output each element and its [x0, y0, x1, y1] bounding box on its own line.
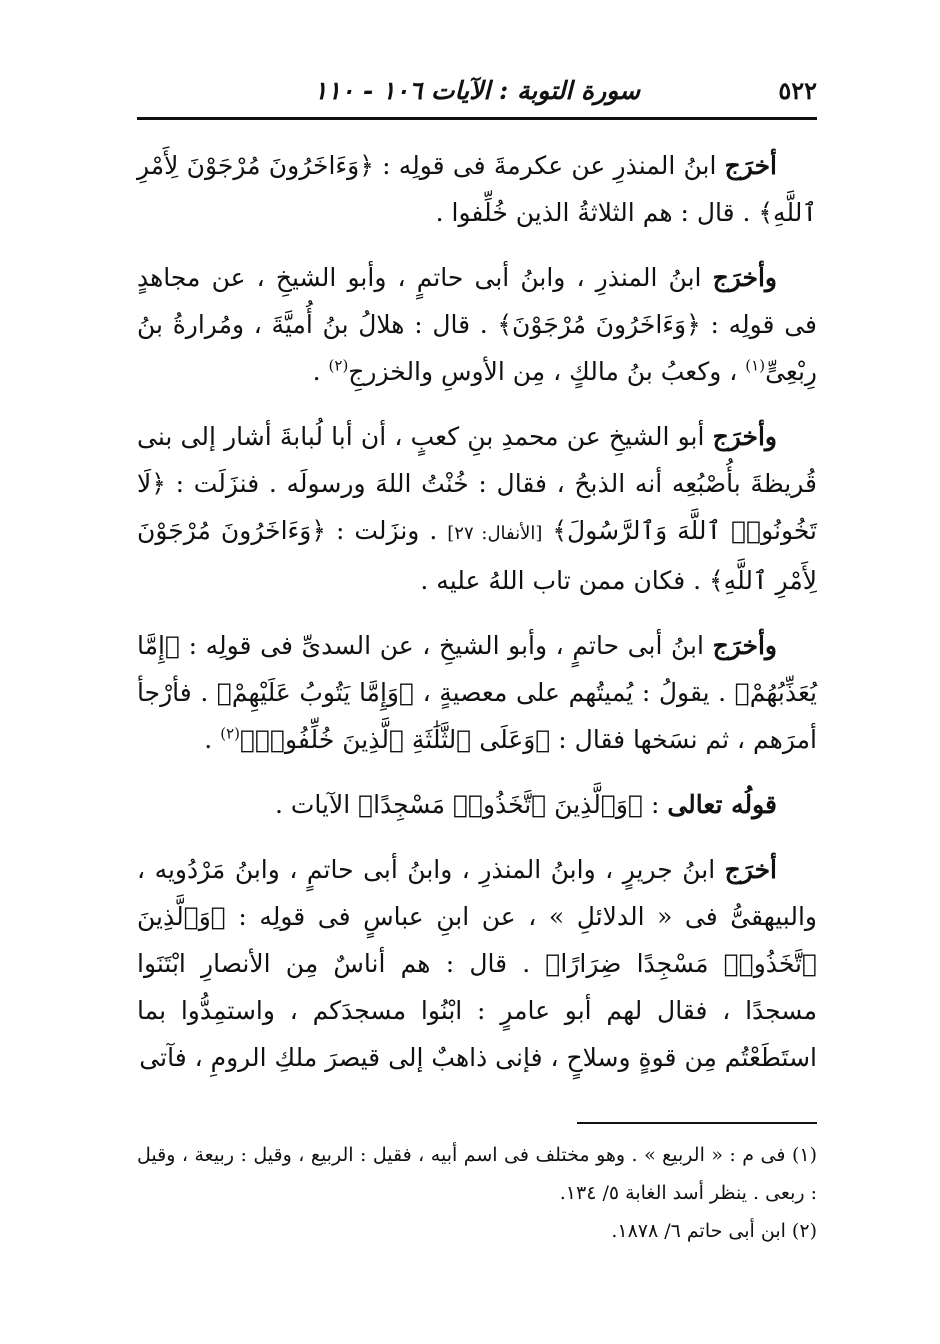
paragraph-3: [137, 413, 817, 604]
paragraph-2: [137, 254, 817, 395]
paragraph-text: ابنُ جريرٍ ، وابنُ المنذرِ ، وابنُ أبى حاتمٍ ، وابنُ مَرْدُويه ، والبيهقىُّ فى « الدلائلِ » ، عن ابنِ عباسٍ فى قولِه : ﴿وَٱلَّذِينَ ٱتَّخَذُوا۟ مَسْجِدًا ضِرَارًا﴾ . قال : هم أناسٌ مِن الأنصارِ ابْتَنَوا مسجدًا ، فقال لهم أبو عامرٍ : ابْنُوا مسجدَكم ، واستمِدُّوا بما استَطَعْتُم مِن قوةٍ وسلاحٍ ، فإنى ذاهبٌ إلى قيصرَ ملكِ الرومِ ، فآتى: [137, 855, 817, 1072]
page-header: [137, 70, 817, 110]
paragraph-text: ابنُ أبى حاتمٍ ، وأبو الشيخِ ، عن السدىِّ فى قولِه : ﴿إِمَّا يُعَذِّبُهُمْ﴾ . يقولُ : يُميتُهم على معصيةٍ ، ﴿وَإِمَّا يَتُوبُ عَلَيْهِمْ﴾ . فأرْجأ أمرَهم ، ثم نسَخها فقال : ﴿وَعَلَى ٱلثَّلَٰثَةِ ٱلَّذِينَ خُلِّفُوا۟﴾: [137, 631, 817, 754]
footnotes: [137, 1136, 817, 1250]
heading-text: : ﴿وَٱلَّذِينَ ٱتَّخَذُوا۟ مَسْجِدًا﴾ الآيات .: [274, 790, 668, 819]
page-number: ٥٢٢: [778, 75, 817, 105]
paragraph-text: .: [204, 725, 221, 754]
footnote-marker: (١): [745, 356, 766, 375]
header-rule: [137, 117, 817, 120]
footnote-marker: (٢): [328, 356, 349, 375]
footnote-rule: [577, 1122, 817, 1124]
paragraph-lead: وأخرَج: [712, 631, 777, 660]
paragraph-text: أبو الشيخِ عن محمدِ بنِ كعبٍ ، أن أبا لُبابةَ أشار إلى بنى قُريظةَ بأُصْبُعِه أنه الذبحُ ، فقال : خُنْتُ اللهَ ورسولَه . فنزَلَت : ﴿لَا تَخُونُوا۟ ٱللَّهَ وَٱلرَّسُولَ﴾: [137, 422, 817, 545]
paragraph-5: [137, 846, 817, 1081]
paragraph-1: [137, 142, 817, 236]
running-title: سورة التوبة : الآيات ١٠٦ - ١١٠: [313, 75, 641, 105]
footnote-2: (٢) ابن أبى حاتم ٦/ ١٨٧٨.: [611, 1220, 817, 1242]
section-heading: [137, 781, 817, 828]
footnote-1: (١) فى م : « الربيع » . وهو مختلف فى اسم أبيه ، فقيل : الربيع ، وقيل : ربيعة ، وقيل : ربعى . ينظر أسد الغابة ٥/ ١٣٤.: [137, 1144, 817, 1204]
paragraph-4: [137, 622, 817, 763]
paragraph-text: . ونزَلت : ﴿وَءَاخَرُونَ مُرْجَوْنَ لِأَمْرِ ٱللَّهِ﴾ . فكان ممن تاب اللهُ عليه .: [137, 516, 817, 595]
footnote-marker: (٢): [220, 724, 240, 743]
paragraph-text: ابنُ المنذرِ ، وابنُ أبى حاتمٍ ، وأبو الشيخِ ، عن مجاهدٍ فى قولِه : ﴿وَءَاخَرُونَ مُرْجَوْنَ﴾ . قال : هلالُ بنُ أُميَّةَ ، ومُرارةُ بنُ رِبْعِىٍّ: [137, 263, 817, 386]
paragraph-text: .: [312, 357, 329, 386]
quran-reference: [الأنفال: ٢٧]: [447, 523, 543, 544]
paragraph-text: ابنُ المنذرِ عن عكرمةَ فى قولِه : ﴿وَءَاخَرُونَ مُرْجَوْنَ لِأَمْرِ ٱللَّهِ﴾ . قال : هم الثلاثةُ الذين خُلِّفوا .: [137, 151, 817, 227]
main-text: [137, 142, 817, 1099]
paragraph-text: ، وكعبُ بنُ مالكٍ ، مِن الأوسِ والخزرجِ: [348, 357, 746, 386]
paragraph-lead: أخرَج: [724, 855, 777, 884]
paragraph-lead: وأخرَج: [712, 422, 777, 451]
heading-lead: قولُه تعالى: [667, 790, 777, 819]
paragraph-lead: أخرَج: [724, 151, 777, 180]
paragraph-lead: وأخرَج: [712, 263, 777, 292]
